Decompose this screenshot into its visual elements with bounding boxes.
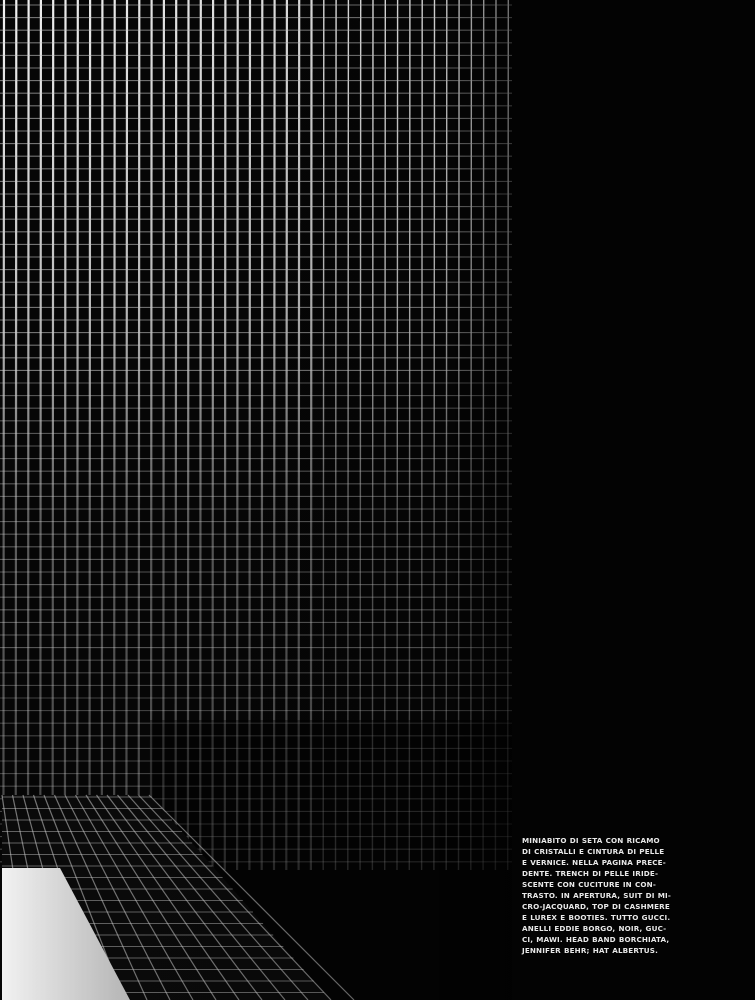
caption-line: CI, MAWI. HEAD BAND BORCHIATA,	[522, 935, 670, 944]
caption-line: E VERNICE. NELLA PAGINA PRECE-	[522, 858, 666, 867]
caption-line: DI CRISTALLI E CINTURA DI PELLE	[522, 847, 665, 856]
caption-line: ANELLI EDDIE BORGO, NOIR, GUC-	[522, 924, 667, 933]
caption-line: E LUREX E BOOTIES. TUTTO GUCCI.	[522, 913, 671, 922]
caption-line: TRASTO. IN APERTURA, SUIT DI MI-	[522, 891, 671, 900]
caption-line: DENTE. TRENCH DI PELLE IRIDE-	[522, 869, 659, 878]
photo-credits-caption	[522, 835, 671, 956]
caption-line: CRO-JACQUARD, TOP DI CASHMERE	[522, 902, 670, 911]
caption-line: JENNIFER BEHR; HAT ALBERTUS.	[522, 946, 658, 955]
caption-line: MINIABITO DI SETA CON RICAMO	[522, 836, 660, 845]
caption-line: SCENTE CON CUCITURE IN CON-	[522, 880, 656, 889]
